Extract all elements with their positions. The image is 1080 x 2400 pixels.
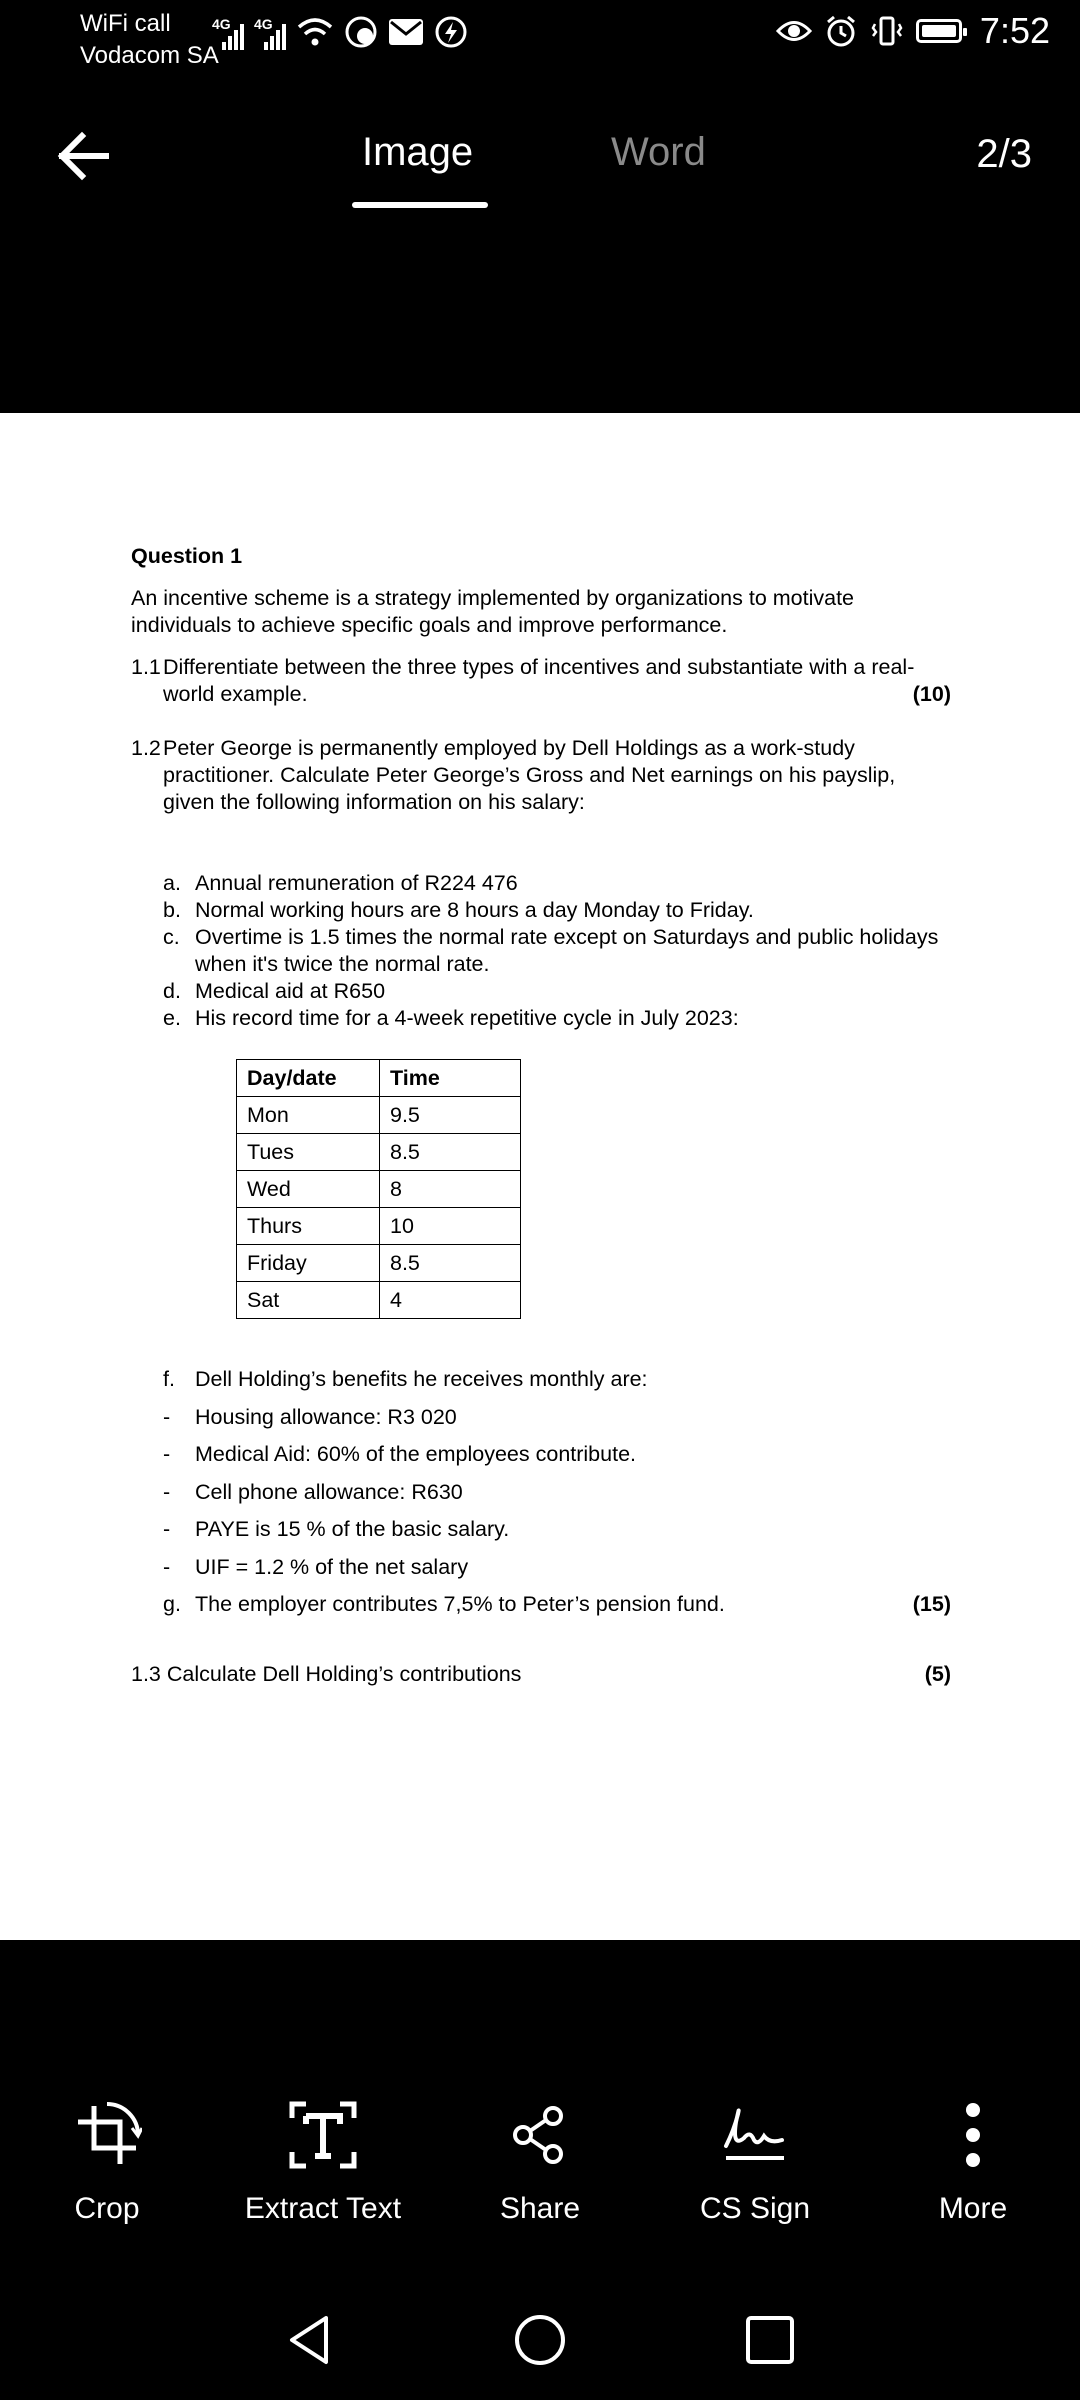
wifi-icon (296, 16, 334, 48)
marks: (5) (924, 1661, 951, 1686)
list-text: Medical Aid: 60% of the employees contribute. (195, 1442, 637, 1467)
network-tag-2: 4G (254, 16, 273, 32)
dash-bullet: - (163, 1554, 171, 1579)
dash-bullet: - (163, 1442, 171, 1467)
list-letter: d. (163, 979, 181, 1003)
more-vertical-icon (938, 2100, 1008, 2170)
list-item (163, 897, 951, 924)
document-page[interactable] (0, 413, 1080, 1940)
table-cell: 8.5 (380, 1245, 521, 1282)
crop-label: Crop (74, 2192, 140, 2225)
list-text: Normal working hours are 8 hours a day Monday to Friday. (195, 898, 754, 922)
table-row (237, 1282, 521, 1319)
signal-icon-2 (254, 14, 286, 50)
table-cell: Thurs (237, 1208, 380, 1245)
list-text: Medical aid at R650 (195, 979, 386, 1003)
list-item (163, 1436, 951, 1474)
nav-recents-icon[interactable] (742, 2312, 798, 2368)
question-text: 1.3 Calculate Dell Holding’s contributions (131, 1661, 522, 1686)
salary-info-list (131, 870, 951, 1032)
dash-bullet: - (163, 1479, 171, 1504)
eye-comfort-icon (776, 18, 812, 44)
intro-paragraph: An incentive scheme is a strategy implemented by organizations to motivate individuals to achieve specific goals and improve performance. (131, 586, 855, 637)
list-text: The employer contributes 7,5% to Peter’s pension fund. (195, 1592, 725, 1617)
list-item (163, 1399, 951, 1437)
network-tag-1: 4G (212, 16, 231, 32)
table-cell: Tues (237, 1134, 380, 1171)
list-text: Housing allowance: R3 020 (195, 1404, 457, 1429)
question-1-1 (131, 654, 951, 708)
share-button[interactable] (440, 2100, 640, 2226)
list-item (163, 1474, 951, 1512)
vibrate-icon (870, 14, 904, 48)
status-icons-left (212, 14, 468, 50)
more-button[interactable] (873, 2100, 1073, 2226)
carrier-line-1: WiFi call (80, 10, 171, 37)
list-item (163, 1511, 951, 1549)
status-bar (0, 0, 1080, 80)
alarm-icon (824, 14, 858, 48)
extract-text-label: Extract Text (244, 2192, 402, 2225)
cs-sign-button[interactable] (655, 2100, 855, 2226)
list-text: Overtime is 1.5 times the normal rate except on Saturdays and public holidays when it's twice the normal rate. (195, 925, 939, 976)
list-text: Dell Holding’s benefits he receives monthly are: (195, 1367, 648, 1392)
carrier-info (80, 8, 219, 72)
table-cell: 4 (380, 1282, 521, 1319)
battery-icon (916, 19, 962, 43)
crop-icon (72, 2100, 142, 2170)
marks: (15) (912, 1592, 951, 1617)
question-title: Question 1 (131, 544, 243, 568)
dash-bullet: - (163, 1404, 171, 1429)
question-number: 1.1 (131, 655, 161, 679)
list-letter: g. (163, 1592, 181, 1617)
list-text: His record time for a 4-week repetitive cycle in July 2023: (195, 1006, 739, 1030)
active-tab-indicator (352, 202, 488, 208)
signature-icon (720, 2100, 790, 2170)
bottom-toolbar (0, 2100, 1080, 2260)
table-row (237, 1134, 521, 1171)
crop-button[interactable] (7, 2100, 207, 2226)
carrier-line-2: Vodacom SA (80, 42, 219, 69)
tab-word[interactable]: Word (611, 130, 706, 174)
table-cell: 8.5 (380, 1134, 521, 1171)
list-text: Annual remuneration of R224 476 (195, 871, 518, 895)
question-1-3 (131, 1661, 951, 1688)
table-cell: 8 (380, 1171, 521, 1208)
viewer-header (0, 80, 1080, 212)
list-text: UIF = 1.2 % of the net salary (195, 1554, 469, 1579)
list-text: Cell phone allowance: R630 (195, 1479, 463, 1504)
list-item (163, 1586, 951, 1624)
list-letter: f. (163, 1367, 175, 1392)
table-cell: 9.5 (380, 1097, 521, 1134)
document-content (131, 543, 951, 1688)
table-cell: Sat (237, 1282, 380, 1319)
list-letter: b. (163, 898, 181, 922)
system-navigation-bar (0, 2300, 1080, 2380)
clock: 7:52 (979, 10, 1050, 51)
extract-text-icon (288, 2100, 358, 2170)
list-item (163, 924, 951, 978)
list-item (163, 1005, 951, 1032)
list-letter: e. (163, 1006, 181, 1030)
table-row (237, 1208, 521, 1245)
dash-bullet: - (163, 1517, 171, 1542)
signal-icon-1 (212, 14, 244, 50)
list-text: PAYE is 15 % of the basic salary. (195, 1517, 510, 1542)
flash-icon (434, 15, 468, 49)
more-label: More (938, 2192, 1008, 2225)
question-text: Differentiate between the three types of incentives and substantiate with a real-world example. (163, 655, 915, 706)
list-item (163, 978, 951, 1005)
status-icons-right (776, 10, 1050, 52)
page-indicator: 2/3 (976, 132, 1032, 176)
back-arrow-icon[interactable] (54, 126, 114, 186)
tab-image[interactable]: Image (362, 130, 474, 174)
table-cell: Mon (237, 1097, 380, 1134)
question-1-2 (131, 735, 951, 816)
hotspot-notification-icon (344, 15, 378, 49)
extract-text-button[interactable] (223, 2100, 423, 2226)
table-row (237, 1245, 521, 1282)
table-row (237, 1171, 521, 1208)
table-header-cell: Time (380, 1060, 521, 1097)
list-item (163, 870, 951, 897)
table-header-cell: Day/date (237, 1060, 380, 1097)
list-item (163, 1361, 951, 1399)
list-letter: a. (163, 871, 181, 895)
table-row (237, 1097, 521, 1134)
record-time-table (236, 1059, 521, 1319)
table-cell: 10 (380, 1208, 521, 1245)
table-cell: Friday (237, 1245, 380, 1282)
table-header-row (237, 1060, 521, 1097)
question-text: Peter George is permanently employed by Dell Holdings as a work-study practitioner. Calculate Peter George’s Gross and Net earnings on his payslip, given the following information on his salary: (163, 736, 896, 814)
share-icon (505, 2100, 575, 2170)
mail-icon (388, 17, 424, 47)
marks: (10) (912, 682, 951, 706)
benefits-list (131, 1361, 951, 1624)
cs-sign-label: CS Sign (699, 2192, 811, 2225)
list-item (163, 1549, 951, 1587)
list-letter: c. (163, 925, 180, 949)
share-label: Share (499, 2192, 581, 2225)
nav-back-icon[interactable] (282, 2312, 338, 2368)
table-cell: Wed (237, 1171, 380, 1208)
nav-home-icon[interactable] (512, 2312, 568, 2368)
question-number: 1.2 (131, 736, 161, 760)
